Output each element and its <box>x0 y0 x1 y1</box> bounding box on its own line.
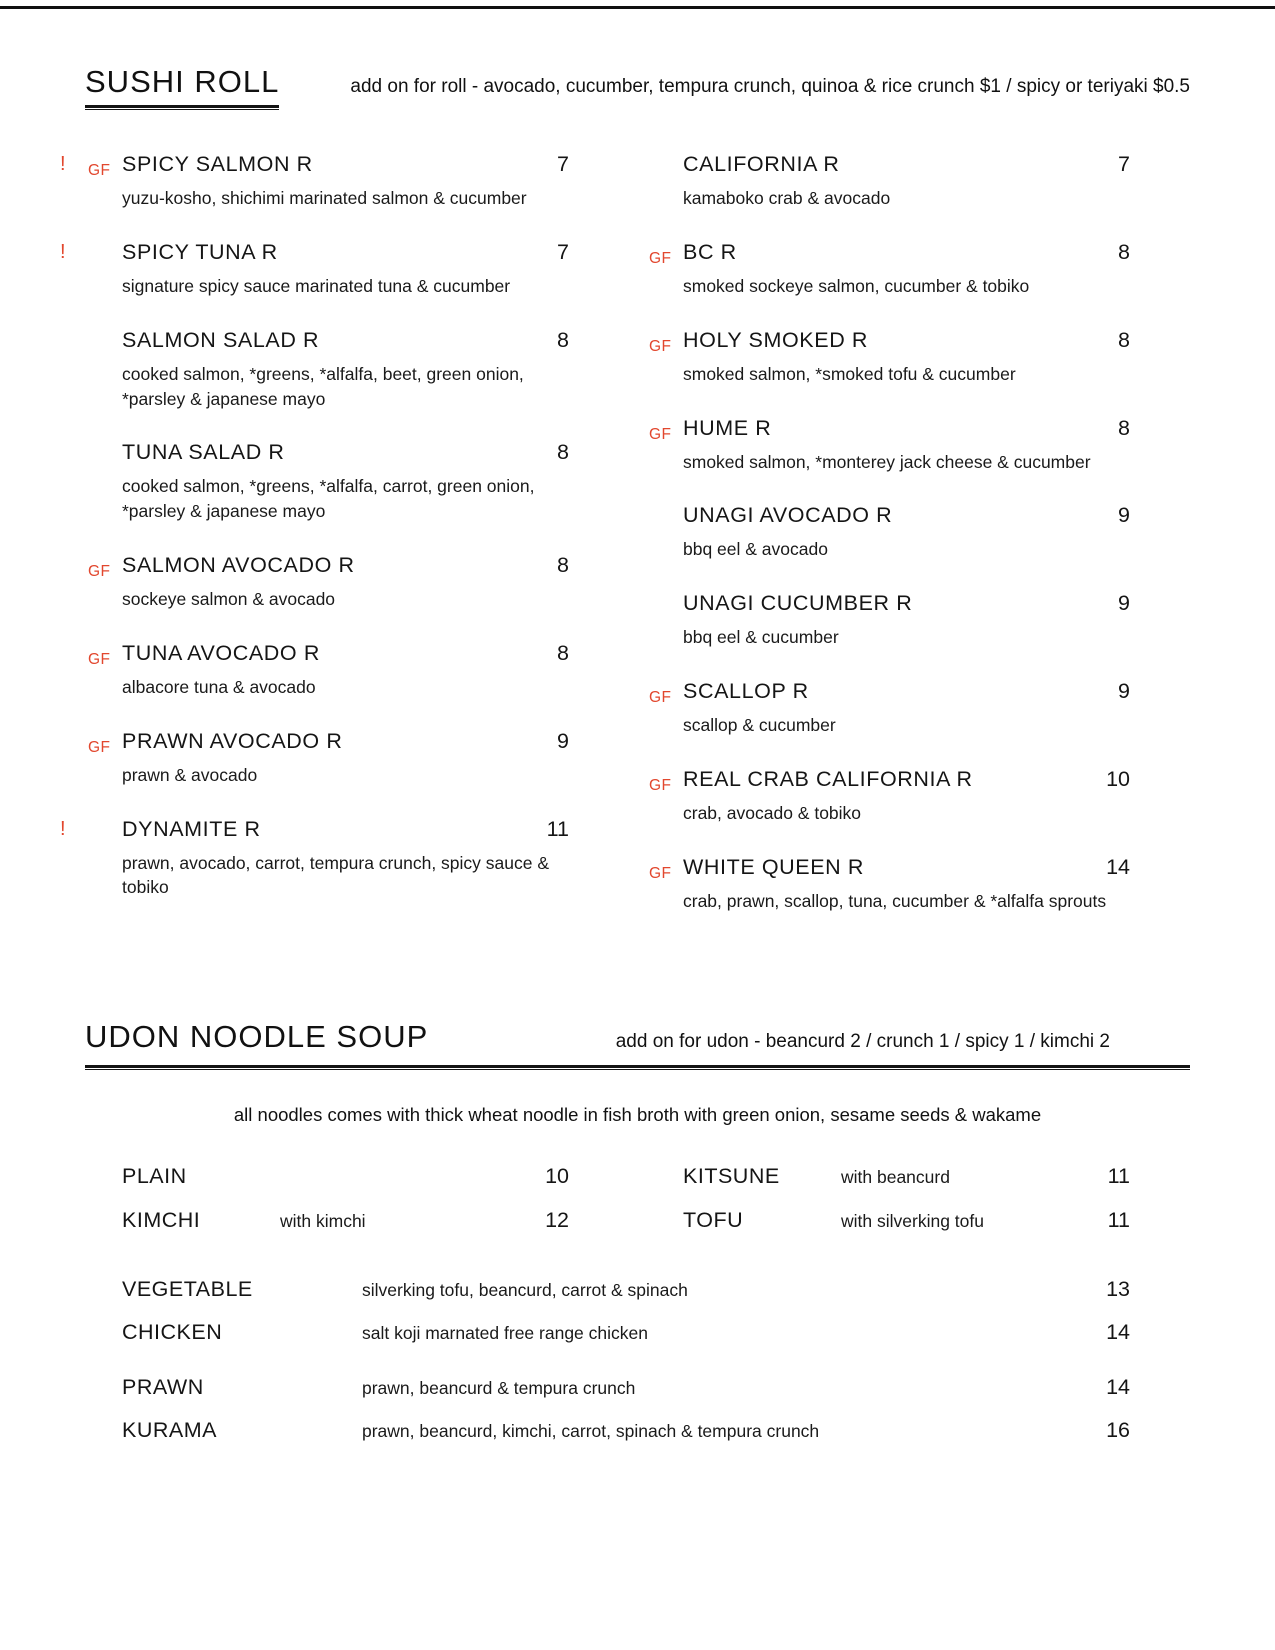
item-price: 14 <box>1106 1319 1130 1344</box>
menu-item-unagi-avocado <box>683 503 1130 562</box>
item-price: 8 <box>557 327 569 352</box>
gluten-free-badge: GF <box>649 425 672 443</box>
udon-grid <box>122 1164 1130 1233</box>
item-description: bbq eel & avocado <box>683 539 828 560</box>
item-price: 9 <box>1118 503 1130 528</box>
item-price: 8 <box>1118 239 1130 264</box>
item-price: 12 <box>545 1207 569 1232</box>
item-note: prawn, beancurd & tempura crunch <box>362 1377 636 1398</box>
item-description: smoked salmon, *smoked tofu & cucumber <box>683 363 1016 384</box>
sushi-section-header <box>85 64 1190 108</box>
udon-item-prawn <box>122 1375 1130 1400</box>
item-head <box>122 553 569 578</box>
item-name: VEGETABLE <box>122 1276 253 1301</box>
item-note: silverking tofu, beancurd, carrot & spinach <box>362 1279 688 1300</box>
item-head <box>122 328 569 353</box>
item-head <box>122 729 569 754</box>
menu-item-spicy-tuna <box>60 239 569 299</box>
udon-section-header <box>85 1019 1190 1068</box>
item-price: 9 <box>1118 591 1130 616</box>
item-name: CALIFORNIA R <box>683 152 840 176</box>
item-name: HUME R <box>683 415 772 440</box>
sushi-left-column <box>60 152 569 943</box>
menu-item-scallop <box>649 679 1130 738</box>
menu-item-salmon-salad <box>122 328 569 412</box>
udon-section-title: UDON NOODLE SOUP <box>85 1018 429 1054</box>
item-price: 13 <box>1106 1276 1130 1301</box>
item-name: SCALLOP R <box>683 679 809 704</box>
item-price: 11 <box>1107 1207 1130 1232</box>
item-description: cooked salmon, *greens, *alfalfa, beet, green onion, *parsley & japanese mayo <box>122 363 524 409</box>
udon-item-tofu <box>683 1208 1130 1233</box>
item-name: TUNA SALAD R <box>122 440 285 465</box>
sushi-addon-note: add on for roll - avocado, cucumber, tempura crunch, quinoa & rice crunch $1 / spicy or teriyaki $0.5 <box>350 76 1190 97</box>
item-description: prawn, avocado, carrot, tempura crunch, spicy sauce & tobiko <box>122 852 550 898</box>
item-name: REAL CRAB CALIFORNIA R <box>683 766 973 791</box>
udon-item-plain <box>122 1164 569 1189</box>
udon-item-vegetable <box>122 1277 1130 1302</box>
item-price: 14 <box>1106 1374 1130 1399</box>
item-description: crab, prawn, scallop, tuna, cucumber & *alfalfa sprouts <box>683 890 1107 911</box>
item-head <box>683 855 1130 880</box>
item-note: prawn, beancurd, kimchi, carrot, spinach & tempura crunch <box>362 1420 820 1441</box>
item-name: TOFU <box>683 1207 744 1232</box>
sushi-section-title: SUSHI ROLL <box>85 64 279 108</box>
spicy-flag: ! <box>60 240 66 263</box>
gluten-free-badge: GF <box>649 689 672 707</box>
menu-item-prawn-avocado <box>88 728 569 788</box>
item-head <box>122 240 569 265</box>
item-name: SPICY SALMON R <box>122 152 313 176</box>
item-description: signature spicy sauce marinated tuna & cucumber <box>122 275 511 296</box>
item-name: SPICY TUNA R <box>122 239 278 264</box>
item-price: 14 <box>1106 854 1130 879</box>
item-head <box>683 328 1130 353</box>
item-note: with silverking tofu <box>841 1210 984 1231</box>
item-name: BC R <box>683 239 737 264</box>
item-head <box>122 817 569 842</box>
udon-wide-list <box>122 1277 1130 1443</box>
item-description: sockeye salmon & avocado <box>122 589 336 610</box>
item-price: 11 <box>1107 1163 1130 1188</box>
item-price: 9 <box>1118 679 1130 704</box>
item-price: 16 <box>1106 1417 1130 1442</box>
item-price: 8 <box>1118 415 1130 440</box>
spicy-flag: ! <box>60 817 66 840</box>
top-rule <box>0 6 1275 9</box>
gluten-free-badge: GF <box>649 776 672 794</box>
item-price: 7 <box>557 239 569 264</box>
item-note: with kimchi <box>280 1210 366 1231</box>
item-name: UNAGI CUCUMBER R <box>683 591 913 616</box>
menu-item-tuna-avocado <box>88 640 569 700</box>
item-description: albacore tuna & avocado <box>122 676 316 697</box>
item-description: yuzu-kosho, shichimi marinated salmon & cucumber <box>122 188 527 208</box>
item-name: DYNAMITE R <box>122 816 261 841</box>
item-head <box>683 767 1130 792</box>
item-head <box>683 591 1130 616</box>
menu-item-white-queen <box>649 854 1130 914</box>
item-description: cooked salmon, *greens, *alfalfa, carrot, green onion, *parsley & japanese mayo <box>122 476 535 522</box>
gluten-free-badge: GF <box>649 249 672 267</box>
item-name: SALMON AVOCADO R <box>122 553 355 578</box>
menu-item-dynamite <box>60 816 569 901</box>
item-head <box>683 240 1130 265</box>
item-price: 7 <box>1118 152 1130 176</box>
item-description: smoked salmon, *monterey jack cheese & cucumber <box>683 451 1091 472</box>
udon-item-kurama <box>122 1418 1130 1443</box>
item-note: with beancurd <box>841 1166 950 1187</box>
menu-item-bc <box>649 239 1130 299</box>
gluten-free-badge: GF <box>88 563 111 581</box>
item-description: bbq eel & cucumber <box>683 627 839 648</box>
item-description: crab, avocado & tobiko <box>683 802 862 823</box>
udon-addon-note: add on for udon - beancurd 2 / crunch 1 / spicy 1 / kimchi 2 <box>615 1030 1110 1052</box>
item-price: 9 <box>557 728 569 753</box>
udon-item-kimchi <box>122 1208 569 1233</box>
item-head <box>122 440 569 465</box>
item-price: 8 <box>557 553 569 578</box>
menu-item-salmon-avocado <box>88 553 569 612</box>
udon-item-chicken <box>122 1320 1130 1345</box>
item-head <box>683 416 1130 441</box>
menu-item-holy-smoked <box>649 327 1130 387</box>
gluten-free-badge: GF <box>88 162 111 179</box>
gluten-free-badge: GF <box>88 738 111 756</box>
item-price: 8 <box>557 640 569 665</box>
item-price: 10 <box>545 1163 569 1188</box>
item-description: smoked sockeye salmon, cucumber & tobiko <box>683 275 1030 296</box>
sushi-menu-grid <box>60 152 1130 943</box>
item-description: kamaboko crab & avocado <box>683 188 891 208</box>
item-price: 10 <box>1106 766 1130 791</box>
item-name: UNAGI AVOCADO R <box>683 503 893 528</box>
item-name: PRAWN AVOCADO R <box>122 728 343 753</box>
udon-intro-note: all noodles comes with thick wheat noodle in fish broth with green onion, sesame seeds & wakame <box>233 1103 1042 1125</box>
udon-item-kitsune <box>683 1164 1130 1189</box>
menu-item-hume <box>649 415 1130 475</box>
item-description: prawn & avocado <box>122 764 258 785</box>
menu-item-unagi-cucumber <box>683 591 1130 650</box>
item-head <box>683 503 1130 528</box>
item-price: 11 <box>546 816 569 841</box>
item-price: 7 <box>557 152 569 176</box>
item-name: PLAIN <box>122 1163 187 1188</box>
item-description: scallop & cucumber <box>683 715 836 736</box>
item-head <box>122 152 569 177</box>
gluten-free-badge: GF <box>88 650 111 668</box>
item-name: SALMON SALAD R <box>122 327 320 352</box>
item-name: KURAMA <box>122 1417 217 1442</box>
item-name: PRAWN <box>122 1374 204 1399</box>
item-price: 8 <box>557 440 569 465</box>
item-name: TUNA AVOCADO R <box>122 640 320 665</box>
item-name: KITSUNE <box>683 1163 780 1188</box>
gluten-free-badge: GF <box>649 864 672 882</box>
item-note: salt koji marnated free range chicken <box>362 1322 648 1343</box>
spicy-flag: ! <box>60 153 66 175</box>
item-name: WHITE QUEEN R <box>683 854 864 879</box>
item-head <box>122 641 569 666</box>
sushi-right-column <box>649 152 1130 943</box>
menu-item-spicy-salmon <box>60 152 569 211</box>
item-name: CHICKEN <box>122 1319 223 1344</box>
menu-item-california <box>683 152 1130 211</box>
item-name: HOLY SMOKED R <box>683 327 869 352</box>
menu-item-real-crab-california <box>649 766 1130 826</box>
item-name: KIMCHI <box>122 1207 201 1232</box>
item-head <box>683 679 1130 704</box>
gluten-free-badge: GF <box>649 337 672 355</box>
item-head <box>683 152 1130 177</box>
item-price: 8 <box>1118 327 1130 352</box>
menu-item-tuna-salad <box>122 440 569 524</box>
